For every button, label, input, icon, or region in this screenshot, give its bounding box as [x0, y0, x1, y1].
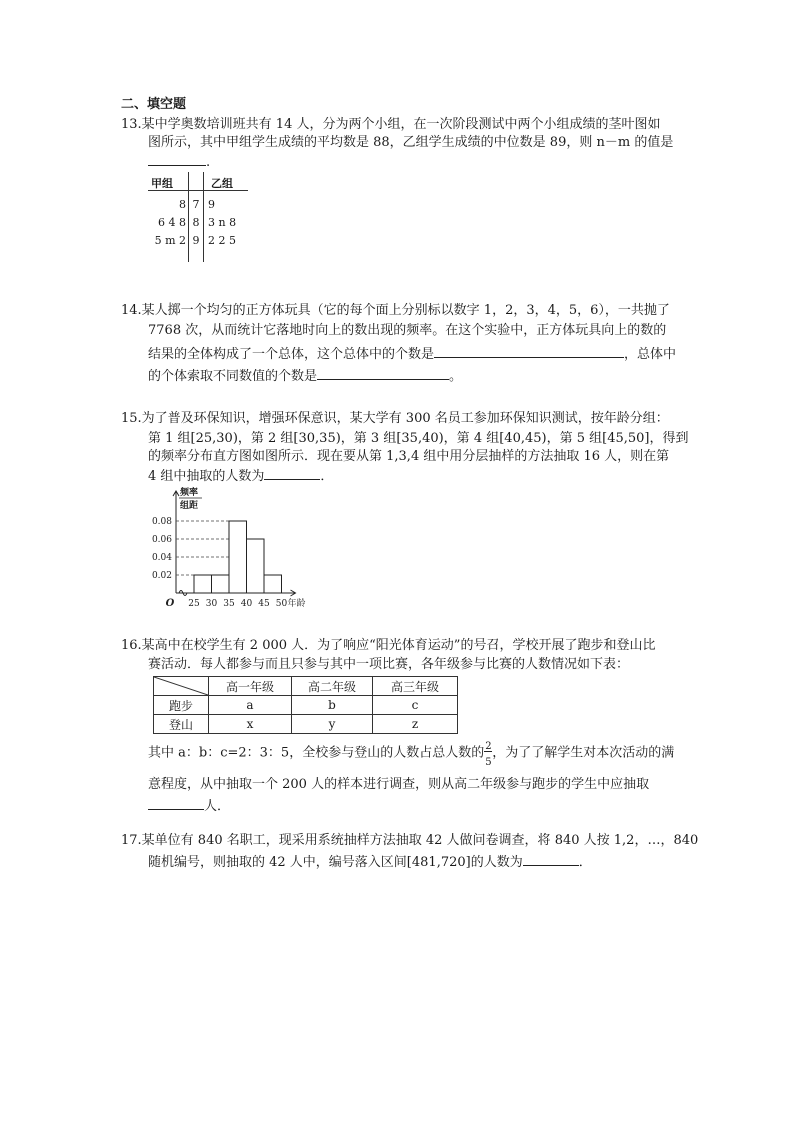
- q14-line-1: 14.某人掷一个均匀的正方体玩具（它的每个面上分别标以数字 1，2，3，4，5，6），一共抛了: [121, 303, 670, 318]
- participation-table: [153, 676, 458, 734]
- y-tick-label: 0.08: [151, 517, 172, 527]
- fraction-denominator: 5: [485, 757, 492, 768]
- table-corner-cell: [154, 677, 209, 696]
- q14-line-3: [148, 344, 676, 364]
- q14-line-4-end: 。: [449, 369, 463, 384]
- table-cell: c: [373, 696, 458, 715]
- x-tick-label: 35: [223, 599, 235, 609]
- x-tick-label: 25: [188, 599, 200, 609]
- origin-label: O: [165, 598, 175, 609]
- q14-line-3-end: ，总体中: [624, 347, 677, 362]
- stem-row-2: 8: [192, 216, 200, 229]
- q15-line-3: 的频率分布直方图如图所示．现在要从第 1,3,4 组中用分层抽样的方法抽取 16 人，则在第: [148, 449, 670, 464]
- q14-line-2: 7768 次，从而统计它落地时向上的数出现的频率。在这个实验中，正方体玩具向上的数的: [148, 323, 667, 338]
- y-tick-label: 0.06: [151, 535, 172, 545]
- histogram-bar: [247, 539, 265, 593]
- table-cell: b: [292, 696, 373, 715]
- leaf-left-row-3: 5 m 2: [154, 234, 186, 247]
- header-group-jia: 甲组: [151, 177, 173, 190]
- answer-blank[interactable]: [148, 152, 206, 166]
- table-row: [154, 696, 458, 715]
- q16-line-3-end: ，为了了解学生对本次活动的满: [492, 745, 675, 761]
- histogram-bar: [212, 575, 230, 593]
- table-header-cell: 高一年级: [209, 677, 292, 696]
- q17-line-1: 17.某单位有 840 名职工，现采用系统抽样方法抽取 42 人做问卷调查，将 840 人按 1,2，…，840: [121, 833, 699, 848]
- leaf-right-row-1: 9: [208, 198, 215, 211]
- q13-line-1: 13.某中学奥数培训班共有 14 人，分为两个小组，在一次阶段测试中两个小组成绩的茎叶图如: [121, 117, 661, 132]
- answer-blank[interactable]: [317, 366, 449, 380]
- histogram-bar: [194, 575, 212, 593]
- leaf-left-row-1: 8: [179, 198, 186, 211]
- stem-row-3: 9: [192, 234, 200, 247]
- stem-row-1: 7: [192, 198, 200, 211]
- q14-line-4-text: 的个体索取不同数值的个数是: [148, 369, 318, 384]
- table-cell: a: [209, 696, 292, 715]
- leaf-left-row-2: 6 4 8: [158, 216, 186, 229]
- y-tick-label: 0.02: [151, 571, 172, 581]
- table-header-row: [154, 677, 458, 696]
- q13-end: .: [206, 155, 211, 170]
- leaf-right-row-2: 3 n 8: [208, 216, 237, 229]
- section-title: 二、填空题: [121, 97, 187, 112]
- q14-line-4: [148, 366, 462, 386]
- histogram-gridlines: [176, 521, 229, 575]
- x-tick-label: 50: [275, 599, 288, 609]
- histogram-bar: [229, 521, 247, 593]
- table-header-cell: 高三年级: [373, 677, 458, 696]
- x-tick-label: 30: [205, 599, 218, 609]
- q15-line-2: 第 1 组[25,30)，第 2 组[30,35)，第 3 组[35,40)，第 4 组[40,45)，第 5 组[45,50]，得到: [148, 431, 689, 446]
- answer-blank[interactable]: [434, 344, 624, 358]
- q16-line-5: [148, 796, 230, 816]
- leaf-right-row-3: 2 2 5: [208, 234, 236, 247]
- answer-blank[interactable]: [148, 796, 204, 810]
- x-axis-label: 年龄: [287, 599, 306, 609]
- q17-line-2: [148, 852, 592, 872]
- q13-answer-line: [148, 152, 210, 172]
- histogram-bar: [264, 575, 282, 593]
- diagonal-slash: [154, 677, 208, 695]
- q13-line-2: 图所示，其中甲组学生成绩的平均数是 88，乙组学生成绩的中位数是 89，则 n－m 的值是: [148, 135, 674, 150]
- table-header-cell: 高二年级: [292, 677, 373, 696]
- q14-line-3-text: 结果的全体构成了一个总体，这个总体中的个数是: [148, 347, 435, 362]
- q17-line-2-text: 随机编号，则抽取的 42 人中，编号落入区间[481,720]的人数为: [148, 855, 523, 870]
- table-cell: z: [373, 715, 458, 734]
- stem-leaf-plot: [148, 172, 253, 262]
- q15-line-1: 15.为了普及环保知识，增强环保意识，某大学有 300 名员工参加环保知识测试，按年龄分组：: [121, 411, 669, 426]
- y-axis-label-numerator: 频率: [180, 488, 199, 498]
- q17-line-2-end: ．: [578, 855, 592, 870]
- table-row-label: 跑步: [154, 696, 209, 715]
- q16-line-3: [148, 741, 675, 768]
- x-tick-label: 45: [258, 599, 270, 609]
- table-cell: x: [209, 715, 292, 734]
- q16-line-4: 意程度，从中抽取一个 200 人的样本进行调查，则从高二年级参与跑步的学生中应抽取: [148, 777, 650, 792]
- q15-line-4: [148, 466, 333, 486]
- q16-line-1: 16.某高中在校学生有 2 000 人．为了响应“阳光体育运动”的号召，学校开展了跑步和登山比: [121, 638, 656, 653]
- q16-line-5-end: 人．: [204, 799, 231, 814]
- y-axis-label-denominator: 组距: [180, 501, 199, 511]
- q16-line-2: 赛活动．每人都参与而且只参与其中一项比赛，各年级参与比赛的人数情况如下表：: [148, 657, 630, 672]
- y-tick-label: 0.04: [151, 553, 172, 563]
- table-row: [154, 715, 458, 734]
- fraction-numerator: 2: [485, 741, 492, 752]
- table-row-label: 登山: [154, 715, 209, 734]
- q15-line-4-end: ．: [320, 469, 334, 484]
- frequency-histogram: [140, 485, 360, 615]
- x-tick-label: 40: [240, 599, 253, 609]
- header-group-yi: 乙组: [211, 177, 233, 190]
- answer-blank[interactable]: [523, 852, 579, 866]
- fraction-two-fifths: [484, 741, 492, 768]
- stem-divider-right: [203, 172, 204, 262]
- q15-line-4-text: 4 组中抽取的人数为: [148, 469, 265, 484]
- q16-line-3-text: 其中 a：b：c=2：3：5，全校参与登山的人数占总人数的: [148, 745, 485, 761]
- table-cell: y: [292, 715, 373, 734]
- answer-blank[interactable]: [264, 466, 320, 480]
